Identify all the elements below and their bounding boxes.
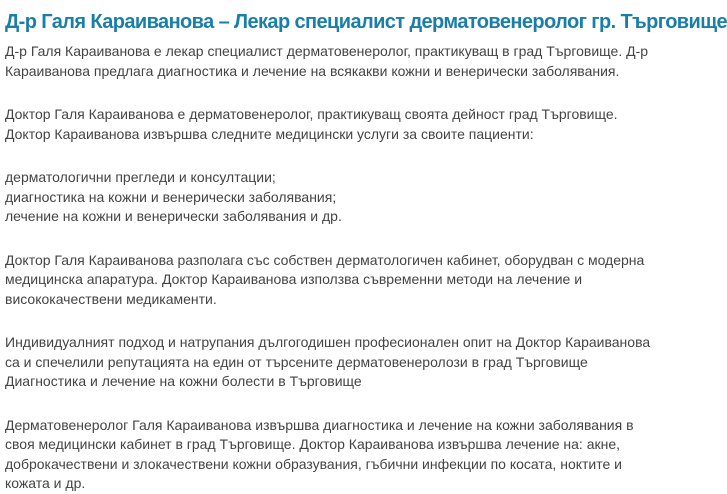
text-line: медицинска апаратура. Доктор Караиванова използва съвременни методи на лечение и: [5, 271, 583, 287]
text-line: Индивидуалният подход и натрупания дългогодишен професионален опит на Доктор Караиванова: [5, 334, 651, 350]
list-item: дерматологични прегледи и консултации;: [5, 169, 276, 185]
services-intro-paragraph: [5, 105, 618, 144]
text-line: своя медицински кабинет в град Търговище. Доктор Караиванова извършва лечение на: акне,: [5, 436, 621, 452]
text-line: Дерматовенеролог Галя Караиванова извършва диагностика и лечение на кожни заболявания в: [5, 416, 634, 433]
list-item: лечение на кожни и венерически заболявания и др.: [5, 208, 342, 224]
text-line: кожата и др.: [5, 475, 86, 491]
cabinet-paragraph: [5, 251, 645, 310]
list-item: диагностика на кожни и венерически заболявания;: [5, 188, 337, 205]
text-line: доброкачествени и злокачествени кожни образувания, гъбични инфекции по косата, ноктите и: [5, 455, 622, 472]
treatment-paragraph: [5, 416, 634, 494]
text-line: Д-р Галя Караиванова е лекар специалист дерматовенеролог, практикуващ в град Търговище. Д-р: [5, 43, 649, 59]
text-line: Караиванова предлага диагностика и лечение на всякакви кожни и венерически заболявания.: [5, 62, 620, 79]
text-line: Диагностика и лечение на кожни болести в Търговище: [5, 373, 362, 389]
intro-paragraph: [5, 42, 649, 81]
text-line: Доктор Галя Караиванова е дерматовенеролог, практикуващ своята дейност град Търговище.: [5, 106, 618, 122]
page-title: Д-р Галя Караиванова – Лекар специалист дерматовенеролог гр. Търговище: [5, 11, 727, 33]
experience-paragraph: [5, 333, 651, 392]
text-line: висококачествени медикаменти.: [5, 290, 217, 307]
services-list: [5, 168, 615, 227]
text-line: Доктор Караиванова извършва следните медицински услуги за своите пациенти:: [5, 125, 534, 142]
text-line: са и спечелили репутацията на един от търсените дерматовенеролози в град Търговище: [5, 353, 588, 370]
text-line: Доктор Галя Караиванова разполага със собствен дерматологичен кабинет, оборудван с модерна: [5, 251, 645, 268]
